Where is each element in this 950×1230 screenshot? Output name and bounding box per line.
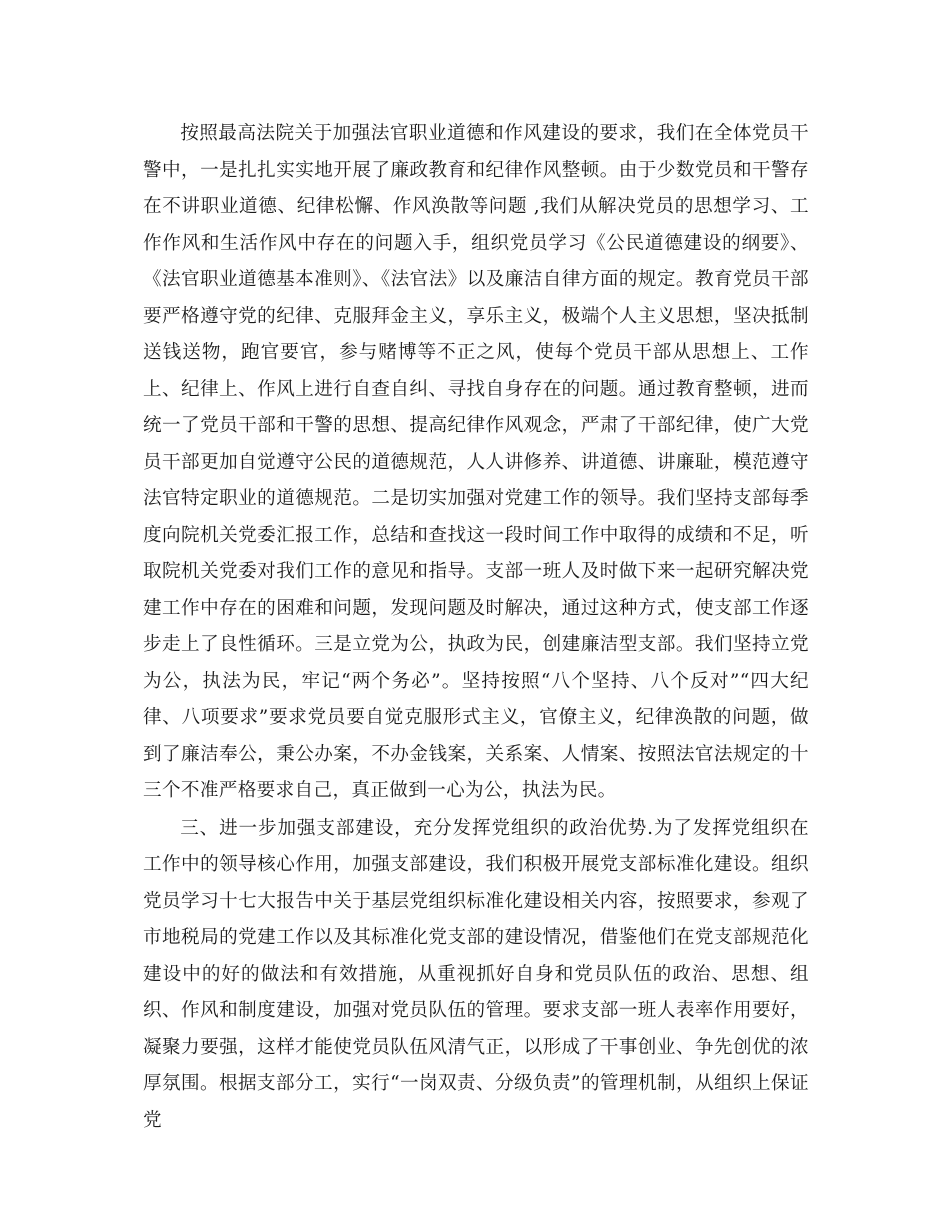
paragraph-branch-construction: 三、进一步加强支部建设，充分发挥党组织的政治优势.为了发挥党组织在工作中的领导核心作用，加强支部建设，我们积极开展党支部标准化建设。组织党员学习十七大报告中关于基层党组织标准化建设相关内容，按照要求，参观了市地税局的党建工作以及其标准化党支部的建设情况，借鉴他们在党支部规范化建设中的好的做法和有效措施，从重视抓好自身和党员队伍的政治、思想、组织、作风和制度建设，加强对党员队伍的管理。要求支部一班人表率作用要好，凝聚力要强，这样才能使党员队伍风清气正，以形成了干事创业、争先创优的浓厚氛围。根据支部分工，实行“一岗双责、分级负责”的管理机制，从组织上保证党 [143,817,809,1131]
document-body [143,116,809,1139]
paragraph-discipline-education: 按照最高法院关于加强法官职业道德和作风建设的要求，我们在全体党员干警中，一是扎扎实实地开展了廉政教育和纪律作风整顿。由于少数党员和干警存在不讲职业道德、纪律松懈、作风涣散等问题 ,我们从解决党员的思想学习、工作作风和生活作风中存在的问题入手，组织党员学习《公民道德建设的纲要》、《法官职业道德基本准则》、《法官法》以及廉洁自律方面的规定。教育党员干部要严格遵守党的纪律、克服拜金主义，享乐主义，极端个人主义思想，坚决抵制送钱送物，跑官要官，参与赌博等不正之风，使每个党员干部从思想上、工作上、纪律上、作风上进行自查自纠、寻找自身存在的问题。通过教育整顿，进而统一了党员干部和干警的思想、提高纪律作风观念，严肃了干部纪律，使广大党员干部更加自觉遵守公民的道德规范，人人讲修养、讲道德、讲廉耻，模范遵守法官特定职业的道德规范。二是切实加强对党建工作的领导。我们坚持支部每季度向院机关党委汇报工作，总结和查找这一段时间工作中取得的成绩和不足，听取院机关党委对我们工作的意见和指导。支部一班人及时做下来一起研究解决党建工作中存在的困难和问题，发现问题及时解决，通过这种方式，使支部工作逐步走上了良性循环。三是立党为公，执政为民，创建廉洁型支部。我们坚持立党为公，执法为民，牢记“两个务必”。坚持按照“八个坚持、八个反对”“四大纪律、八项要求”要求党员要自觉克服形式主义，官僚主义，纪律涣散的问题，做到了廉洁奉公，秉公办案，不办金钱案，关系案、人情案、按照法官法规定的十三个不准严格要求自己，真正做到一心为公，执法为民。 [143,123,809,801]
